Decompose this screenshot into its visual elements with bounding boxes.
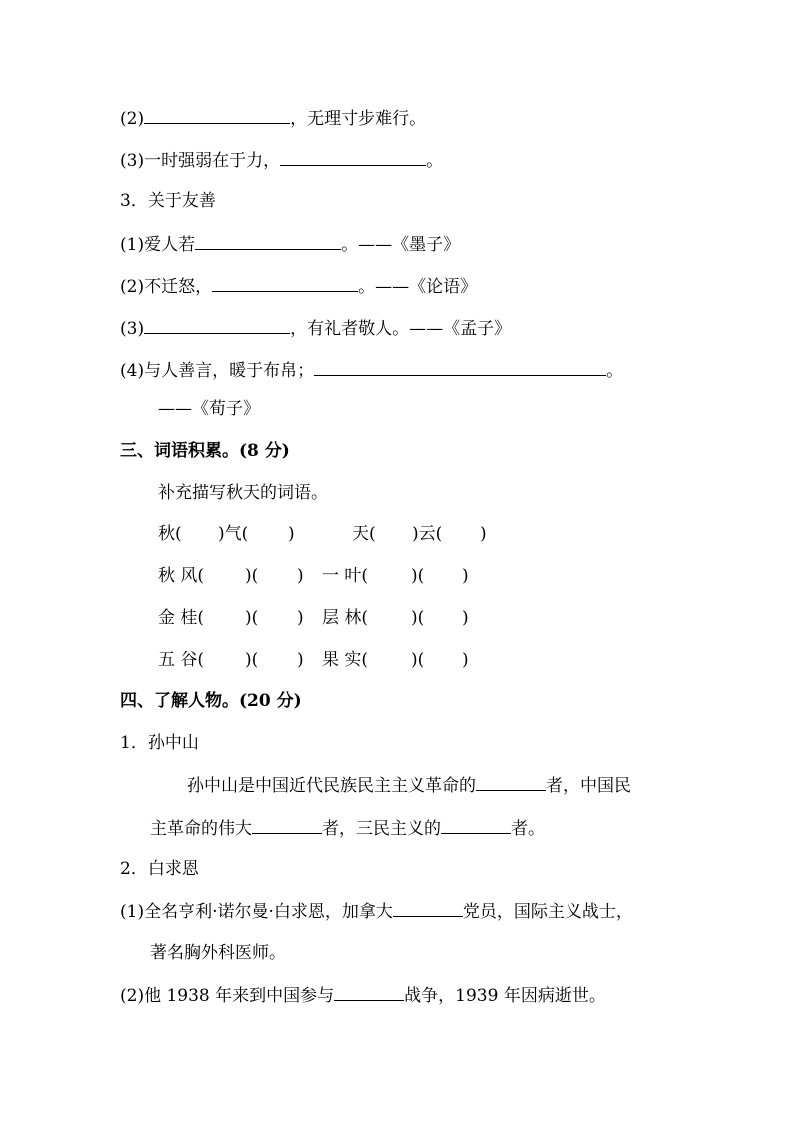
bethune-q1-b: 党员，国际主义战士， <box>462 902 633 922</box>
word-4b-part3: ) <box>462 650 469 670</box>
word-3a-part1: 金 桂( <box>158 608 205 628</box>
poem-3-post: 。 <box>426 151 444 171</box>
word-2b-part1: 一 叶( <box>322 566 369 586</box>
poem-line-3 <box>120 147 443 173</box>
bethune-q2-a: (2)他 1938 年来到中国参与 <box>120 986 335 1006</box>
poem-3-blank[interactable] <box>280 147 426 166</box>
section-4-title: 四、了解人物。(20 分) <box>120 691 302 711</box>
friendship-3-post: ，有礼者敬人。——《孟子》 <box>290 319 512 339</box>
word-1a-part3: ) <box>288 524 295 544</box>
friendship-4-source: ——《荀子》 <box>158 399 260 419</box>
word-2a-part3: ) <box>297 566 304 586</box>
sun-yatsen-line-1 <box>187 772 631 798</box>
friendship-item-3 <box>120 315 511 341</box>
sun-1-a: 孙中山是中国近代民族民主主义革命的 <box>187 776 476 796</box>
poem-3-pre: (3)一时强弱在于力， <box>120 151 281 171</box>
friendship-3-pre: (3) <box>120 319 145 339</box>
sun-blank-3[interactable] <box>441 815 511 834</box>
poem-2-blank[interactable] <box>144 105 290 124</box>
friendship-4-post: 。 <box>606 361 624 381</box>
word-4a-part3: ) <box>297 650 304 670</box>
bethune-q1-a: (1)全名亨利·诺尔曼·白求恩，加拿大 <box>120 902 393 922</box>
word-4b-part2: )( <box>411 650 425 670</box>
bethune-q1-line-2: 著名胸外科医师。 <box>150 943 286 963</box>
bethune-heading: 2．白求恩 <box>120 859 199 879</box>
word-3b-part1: 层 林( <box>322 608 369 628</box>
sun-1-b: 者，中国民 <box>546 776 631 796</box>
friendship-3-blank[interactable] <box>144 315 290 334</box>
poem-2-post: ，无理寸步难行。 <box>290 109 427 129</box>
word-2a-part2: )( <box>245 566 259 586</box>
bethune-q2 <box>120 982 606 1008</box>
word-4b-part1: 果 实( <box>322 650 369 670</box>
friendship-heading: 3．关于友善 <box>120 191 216 211</box>
word-4a-part2: )( <box>245 650 259 670</box>
sun-2-a: 主革命的伟大 <box>150 819 252 839</box>
word-4a-part1: 五 谷( <box>158 650 205 670</box>
friendship-2-blank[interactable] <box>212 273 358 292</box>
section-3-instruction: 补充描写秋天的词语。 <box>158 483 328 503</box>
bethune-q1-line-1 <box>120 898 633 924</box>
word-3b-part2: )( <box>411 608 425 628</box>
friendship-item-1 <box>120 231 460 257</box>
word-1b-part3: ) <box>480 524 487 544</box>
word-3b-part3: ) <box>462 608 469 628</box>
friendship-item-4 <box>120 357 623 383</box>
poem-line-2 <box>120 105 426 131</box>
sun-yatsen-line-2 <box>150 815 545 841</box>
friendship-item-2 <box>120 273 477 299</box>
friendship-4-pre: (4)与人善言，暖于布帛； <box>120 361 315 381</box>
word-1a-part2: )气( <box>218 524 249 544</box>
section-3-title: 三、词语积累。(8 分) <box>120 441 290 461</box>
bethune-q2-b: 战争，1939 年因病逝世。 <box>404 986 606 1006</box>
friendship-2-pre: (2)不迁怒， <box>120 277 213 297</box>
word-1b-part2: )云( <box>412 524 443 544</box>
poem-2-pre: (2) <box>120 109 145 129</box>
word-2b-part2: )( <box>411 566 425 586</box>
friendship-4-blank[interactable] <box>314 357 606 376</box>
friendship-2-post: 。——《论语》 <box>358 277 478 297</box>
sun-blank-2[interactable] <box>252 815 322 834</box>
sun-blank-1[interactable] <box>476 772 546 791</box>
word-3a-part3: ) <box>297 608 304 628</box>
sun-2-b: 者，三民主义的 <box>322 819 441 839</box>
friendship-1-post: 。——《墨子》 <box>341 235 461 255</box>
friendship-1-blank[interactable] <box>195 231 341 250</box>
bethune-blank-2[interactable] <box>334 982 404 1001</box>
sun-2-c: 者。 <box>511 819 545 839</box>
bethune-blank-1[interactable] <box>393 898 463 917</box>
word-2a-part1: 秋 风( <box>158 566 205 586</box>
friendship-1-pre: (1)爱人若 <box>120 235 196 255</box>
word-1a-part1: 秋( <box>158 524 182 544</box>
word-2b-part3: ) <box>462 566 469 586</box>
sun-yatsen-heading: 1．孙中山 <box>120 733 199 753</box>
word-3a-part2: )( <box>245 608 259 628</box>
word-1b-part1: 天( <box>352 524 376 544</box>
